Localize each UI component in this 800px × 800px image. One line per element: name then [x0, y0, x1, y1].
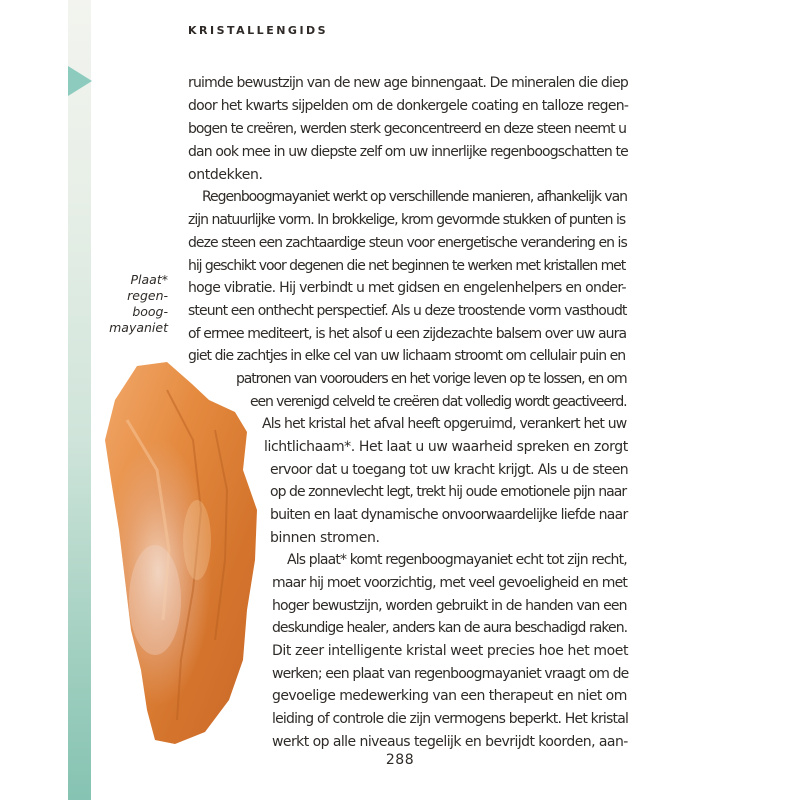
text-line: steunt een onthecht perspectief. Als u deze troostende vorm vasthoudt [188, 303, 627, 319]
text-line: werken; een plaat van regenboogmayaniet vraagt om de [272, 666, 629, 682]
text-line: deskundige healer, anders kan de aura beschadigd raken. [272, 620, 628, 636]
text-line: giet die zachtjes in elke cel van uw lichaam stroomt om cellulair puin en [188, 348, 626, 364]
text-line: dan ook mee in uw diepste zelf om uw innerlijke regenboogschatten te [188, 144, 628, 160]
text-line: door het kwarts sijpelden om de donkergele coating en talloze regen- [188, 98, 629, 114]
text-line: maar hij moet voorzichtig, met veel gevoeligheid en met [272, 575, 628, 591]
text-line: bogen te creëren, werden sterk geconcentreerd en deze steen neemt u [188, 121, 627, 137]
text-line: hoge vibratie. Hij verbindt u met gidsen en engelenhelpers en onder- [188, 280, 626, 296]
text-line: een verenigd celveld te creëren dat volledig wordt geactiveerd. [250, 394, 627, 410]
text-line: of ermee mediteert, is het alsof u een zijdezachte balsem over uw aura [188, 326, 627, 342]
text-line: Dit zeer intelligente kristal weet precies hoe het moet [272, 643, 629, 659]
text-line: gevoelige medewerking van een therapeut en niet om [272, 688, 627, 704]
caption-line: mayaniet [109, 320, 168, 335]
decorative-side-strip [68, 0, 91, 800]
text-line: werkt op alle niveaus tegelijk en bevrijdt koorden, aan- [272, 734, 628, 750]
running-head: KRISTALLENGIDS [188, 24, 329, 37]
text-line: lichtlichaam*. Het laat u uw waarheid spreken en zorgt [264, 439, 628, 455]
text-line: zijn natuurlijke vorm. In brokkelige, krom gevormde stukken of punten is [188, 212, 626, 228]
crystal-photo [97, 360, 259, 746]
text-line: deze steen een zachtaardige steun voor energetische verandering en is [188, 235, 627, 251]
text-line: Als plaat* komt regenboogmayaniet echt tot zijn recht, [287, 552, 627, 568]
page-number: 288 [385, 752, 415, 768]
caption-line: boog- [132, 304, 168, 319]
text-line: hoger bewustzijn, worden gebruikt in de handen van een [272, 598, 627, 614]
text-line: ruimde bewustzijn van de new age binnengaat. De mineralen die diep [188, 75, 628, 91]
caption-line: regen- [127, 288, 168, 303]
text-line: buiten en laat dynamische onvoorwaardelijke liefde naar [270, 507, 628, 523]
text-line: ervoor dat u toegang tot uw kracht krijgt. Als u de steen [270, 462, 629, 478]
text-line: ontdekken. [188, 167, 263, 183]
text-line: Als het kristal het afval heeft opgeruimd, verankert het uw [262, 416, 627, 432]
chapter-marker-triangle [68, 66, 92, 96]
text-line: hij geschikt voor degenen die net beginnen te werken met kristallen met [188, 258, 626, 274]
text-line: leiding of controle die zijn vermogens beperkt. Het kristal [272, 711, 629, 727]
text-line: binnen stromen. [270, 530, 380, 546]
text-line: Regenboogmayaniet werkt op verschillende manieren, afhankelijk van [202, 189, 627, 205]
image-caption [109, 272, 168, 336]
caption-line: Plaat* [130, 272, 168, 287]
text-line: patronen van voorouders en het vorige leven op te lossen, en om [236, 371, 627, 387]
text-line: op de zonnevlecht legt, trekt hij oude emotionele pijn naar [270, 484, 627, 500]
